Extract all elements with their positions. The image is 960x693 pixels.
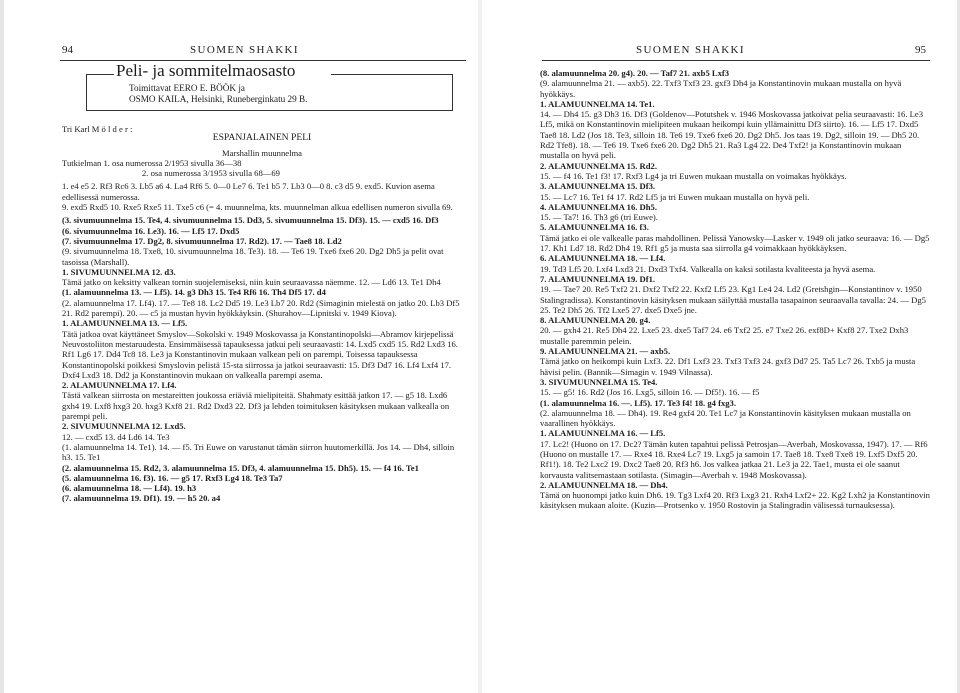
section-heading: 3. ALAMUUNNELMA 15. Df3.: [540, 181, 656, 192]
left-page: [0, 0, 478, 693]
section-heading: 2. ALAMUUNNELMA 18. — Dh4.: [540, 479, 668, 490]
section-heading: 5. ALAMUUNNELMA 16. f3.: [540, 222, 649, 233]
section-text: 19. Td3 Lf5 20. Lxf4 Lxd3 21. Dxd3 Txf4. Valkealla on kaksi sotilasta kvaliteesta ja hyvä asema.: [540, 263, 876, 274]
section-text: Tästä valkean siirrosta on mestareitten joukossa eriäviä mielipiteitä. Shahmaty esittää jatkon 17. — g5 18. Lxd6 gxh4 19. Lxf8 hxg3 20. hxg3 Kxf8 21. Rd2 Dxd3 22. Df3 ja lehden toimituksen käsityksen mukaan valkealla on parempi peli.: [62, 390, 450, 422]
sub-variation: (9. alamuunnelma 21. — axb5). 22. Txf3 Txf3 23. gxf3 Dh4 ja Konstantinovin mukaan mustalla on hyvä hyökkäys.: [540, 78, 902, 99]
page-number-left: 94: [62, 44, 73, 56]
section-text: 12. — cxd5 13. d4 Ld6 14. Te3: [62, 431, 170, 442]
section-text: Tämä jatko on keksitty valkean tornin suojelemiseksi, niin kuin seuraavassa näemme. 12. — Ld6 13. Te1 Dh4: [62, 277, 441, 288]
sub-variation: (2. alamuunnelma 15. Rd2, 3. alamuunnelma 15. Df3, 4. alamuunnelma 15. Dh5). 15. — f4 16. Te1: [62, 462, 419, 473]
section-text: 19. — Tae7 20. Re5 Txf2 21. Dxf2 Txf2 22. Kxf2 Lf5 23. Kg1 Le4 24. Ld2 (Gretshgin—Konstantinov v. 1950 Stalingradissa). Konstantinovin käsityksen mukaan säilyttää mustalla tasapainon seuraavalla tavalla: 24. — Dg5 25. Te2 Dh5 26. Tf2 Lxe5 27. dxe5 Dxe5 jne.: [540, 284, 926, 315]
section-heading: 1. ALAMUUNNELMA 13. — Lf5.: [62, 318, 188, 329]
section-text: 15. — Lc7 16. Te1 f4 17. Rd2 Lf5 ja tri Euwen mukaan mustalla on hyvä peli.: [540, 191, 810, 202]
source-line-2: 2. osa numerossa 3/1953 sivulla 68—69: [142, 168, 280, 179]
sub-variation: (5. alamuunnelma 16. f3). 16. — g5 17. Rxf3 Lg4 18. Te3 Ta7: [62, 472, 283, 483]
game-title: ESPANJALAINEN PELI: [212, 132, 312, 144]
section-text: 15. — g5! 16. Rd2 (Jos 16. Lxg5, silloin 16. — Df5!). 16. — f5: [540, 387, 760, 398]
section-text: Tämä jatko on heikompi kuin Lxf3. 22. Df1 Lxf3 23. Txf3 Txf3 24. gxf3 Dd7 25. Ta5 Lc7 26. Txb5 ja musta hävisi pelin. (Bannik—Simagin v. 1949 Vilnassa).: [540, 356, 916, 377]
right-page: [482, 0, 960, 693]
section-text: 15. — Ta7! 16. Th3 g6 (tri Euwe).: [540, 212, 658, 223]
running-head-right: SUOMEN SHAKKI: [636, 44, 745, 56]
sub-variation: (2. alamuunnelma 18. — Dh4). 19. Re4 gxf4 20. Te1 Lc7 ja Konstantinovin käsityksen mukaan mustalla on vaarallinen hyökkäys.: [540, 407, 911, 429]
section-text: 20. — gxh4 21. Re5 Dh4 22. Lxe5 23. dxe5 Taf7 24. e6 Txf2 25. e7 Txe2 26. exf8D+ Kxf8 27. Txe2 Dxh3 mustalle paremmin pelein.: [540, 325, 909, 346]
source-line-1: Tutkielman 1. osa numerossa 2/1953 sivulla 36—38: [62, 157, 242, 168]
section-text: 15. — f4 16. Te1 f3! 17. Rxf3 Lg4 ja tri Euwen mukaan mustalla on voimakas hyökkäys.: [540, 170, 847, 181]
section-heading: 2. ALAMUUNNELMA 15. Rd2.: [540, 160, 657, 171]
section-heading: 1. SIVUMUUNNELMA 12. d3.: [62, 266, 176, 277]
page-number-right: 95: [915, 44, 926, 56]
section-heading: 3. SIVUMUUNNELMA 15. Te4.: [540, 376, 658, 387]
right-column-text: [540, 68, 932, 511]
section-heading: 6. ALAMUUNNELMA 18. — Lf4.: [540, 253, 666, 264]
left-column-text: [62, 124, 462, 504]
main-line-moves: 9. exd5 Rxd5 10. Rxe5 Rxe5 11. Txe5 c6 (= 4. muunnelma, kts. muunnelman alkua edellisen numeron sivulla 69.: [62, 202, 453, 213]
section-heading: 1. ALAMUUNNELMA 14. Te1.: [540, 98, 655, 109]
section-text: Tätä jatkoa ovat käyttäneet Smyslov—Sokolski v. 1949 Moskovassa ja Konstantinopolski—Abramov kirjepelissä Neuvostoliiton mestaruudesta. Ensimmäisessä tapauksessa jatkui peli seuraavasti: 14. Lxd5 cxd5 15. Rd2 Lxd3 16. Rf1 Lg6 17. Dd4 Tc8 18. Le3 ja Konstantinovin mukaan valkean peli on parempi. Toisessa tapauksessa Konstantinopolski poikkesi Smyslovin pelistä 15-sta siirrossa ja jatkoi seuraavasti: 15. Df3 Dd7 16. Lf4 Lxf4 17. Dxf4 Lxd3 18. Dd2 ja Konstantinovin mukaan on valkealla parempi asema.: [62, 328, 458, 380]
editors-address: OSMO KAILA, Helsinki, Runeberginkatu 29 B.: [129, 94, 308, 104]
section-heading: 4. ALAMUUNNELMA 16. Dh5.: [540, 201, 657, 212]
game-subtitle: Marshallin muunnelma: [222, 147, 302, 158]
sub-variation: (1. alamuunnelma 14. Te1). 14. — f5. Tri Euwe on varustanut tämän siirron huutomerkillä. Jos 14. — Dh4, silloin h3. 15. Te1: [62, 441, 455, 463]
article-author: Tri Karl M ö l d e r :: [62, 124, 133, 134]
section-heading: 7. ALAMUUNNELMA 19. Df1.: [540, 273, 656, 284]
section-title: Peli- ja sommitelmaosasto: [116, 61, 296, 80]
opening-moves: 1. e4 e5 2. Rf3 Rc6 3. Lb5 a6 4. La4 Rf6 5. 0—0 Le7 6. Te1 b5 7. Lb3 0—0 8. c3 d5 9. exd5. Kuvion asema edellisessä numerossa.: [62, 181, 435, 202]
variation-paragraph: (3. sivumuunnelma 15. Te4, 4. sivumuunnelma 15. Dd3, 5. sivumuunnelma 15. Df3). 15. — cxd5 16. Df3: [62, 215, 439, 226]
variation-paragraph: (7. sivumuunnelma 17. Dg2, 8. sivumuunnelma 17. Rd2). 17. — Tae8 18. Ld2: [62, 235, 342, 246]
section-heading: 9. ALAMUUNNELMA 21. — axb5.: [540, 346, 671, 357]
section-text: 14. — Dh4 15. g3 Dh3 16. Df3 (Goldenov—Potutshek v. 1946 Moskovassa jatkoivat pelia seuraavasti: 16. Le3 Lf5, mikä on Konstantinovin mielipiteen mukaan heikompi kuin yllämainittu Df3 siirto). 16. — Lf5 17. Dxd5 Tae8 18. Ld2 (Jos 18. Te3, silloin 18. Te6 19. Txe6 fxe6 20. Dg2 Dh5. Jos taas 19. Dg2, silloin 19. — Dh5 20. Rd2 Tfe8). 18. — Te6 19. Txe6 fxe6 20. Dg2 Dh5 21. Ra3 Lg4 22. De4 Txf2! ja Konstantinovin mukaan mustalla on hyvä peli.: [540, 109, 924, 161]
sub-variation: (2. alamuunnelma 17. Lf4). 17. — Te8 18. Lc2 Dd5 19. Le3 Lb7 20. Rd2 (Simaginin mielestä on jatko 20. Lb3 Df5 21. Rd2 parempi). 20. — c5 ja mustan hyvin hyökkäyksin. (Shurahov—Lipnitski v. 1949 Kiova).: [62, 297, 460, 319]
section-heading: 8. ALAMUUNNELMA 20. g4.: [540, 315, 651, 326]
variation-paragraph: (9. sivumuunnelma 18. Txe8, 10. sivumuunnelma 18. Te3). 18. — Te6 19. Txe6 fxe6 20. Dg2 Dh5 ja pelit ovat tasoissa (Marshall).: [62, 246, 444, 267]
variation-paragraph: (6. sivumuunnelma 16. Le3). 16. — Lf5 17. Dxd5: [62, 225, 240, 236]
section-text: Tämä jatko ei ole valkealle paras mahdollinen. Pelissä Yanowsky—Lasker v. 1949 oli jatko seuraava: 16. — Dg5 17. Kh1 Ld7 18. Rd2 Dh4 19. Rf1 g5 ja musta saa siirrolla g4 voimakkaan hyökkäyksen.: [540, 232, 930, 254]
column-title-box: [86, 62, 456, 110]
header-rule-right: [542, 60, 930, 61]
section-heading: 2. ALAMUUNNELMA 17. Lf4.: [62, 380, 177, 391]
sub-variation: (8. alamuunnelma 20. g4). 20. — Taf7 21. axb5 Lxf3: [540, 68, 730, 78]
sub-variation: (1. alamuunnelma 16. —. Lf5). 17. Te3 f4! 18. g4 fxg3.: [540, 397, 736, 408]
right-page-header: [482, 44, 960, 58]
sub-variation: (6. alamuunnelma 18. — Lf4). 19. h3: [62, 483, 197, 494]
left-page-header: [0, 44, 478, 58]
sub-variation: (7. alamuunnelma 19. Df1). 19. — h5 20. a4: [62, 493, 221, 504]
running-head-left: SUOMEN SHAKKI: [190, 44, 299, 56]
section-text: 17. Lc2! (Huono on 17. Dc2? Tämän kuten tapahtui pelissä Petrosjan—Averbah, Moskovassa, 1947). 17. — Rf6 (Huono on mustalle 17. — Rxe4 18. Rxe4 Lc7 19. Lxg5 ja samoin 17. Tae8 18. Txe8 Txe8 19. Lxf5 Dxf5 20. Rf1!). 18. Te2 Lxc2 19. Dxc2 Tae8 20. Rf3 h6. Jos valkea jatkaa 21. Le3 ja 22. Tae1, musta ei ole saanut korvausta valitsemastaan sotilasta. (Simagin—Averbah v. 1948 Moskovassa).: [540, 438, 928, 480]
section-heading: 2. SIVUMUUNNELMA 12. Lxd5.: [62, 421, 186, 432]
section-text: Tämä on huonompi jatko kuin Dh6. 19. Tg3 Lxf4 20. Rf3 Lxg3 21. Rxh4 Lxf2+ 22. Kg2 Lxh2 ja Konstantinovin käsityksen mukaan aloite. (Kuzin—Protsenko v. 1950 Rostovin ja Stalingradin välisessä turnauksessa).: [540, 490, 930, 511]
section-heading: 1. ALAMUUNNELMA 16. — Lf5.: [540, 428, 666, 439]
editors-line: Toimittavat EERO E. BÖÖK ja: [129, 83, 245, 93]
sub-variation: (1. alamuunnelma 13. — Lf5). 14. g3 Dh3 15. Te4 Rf6 16. Th4 Df5 17. d4: [62, 287, 326, 298]
